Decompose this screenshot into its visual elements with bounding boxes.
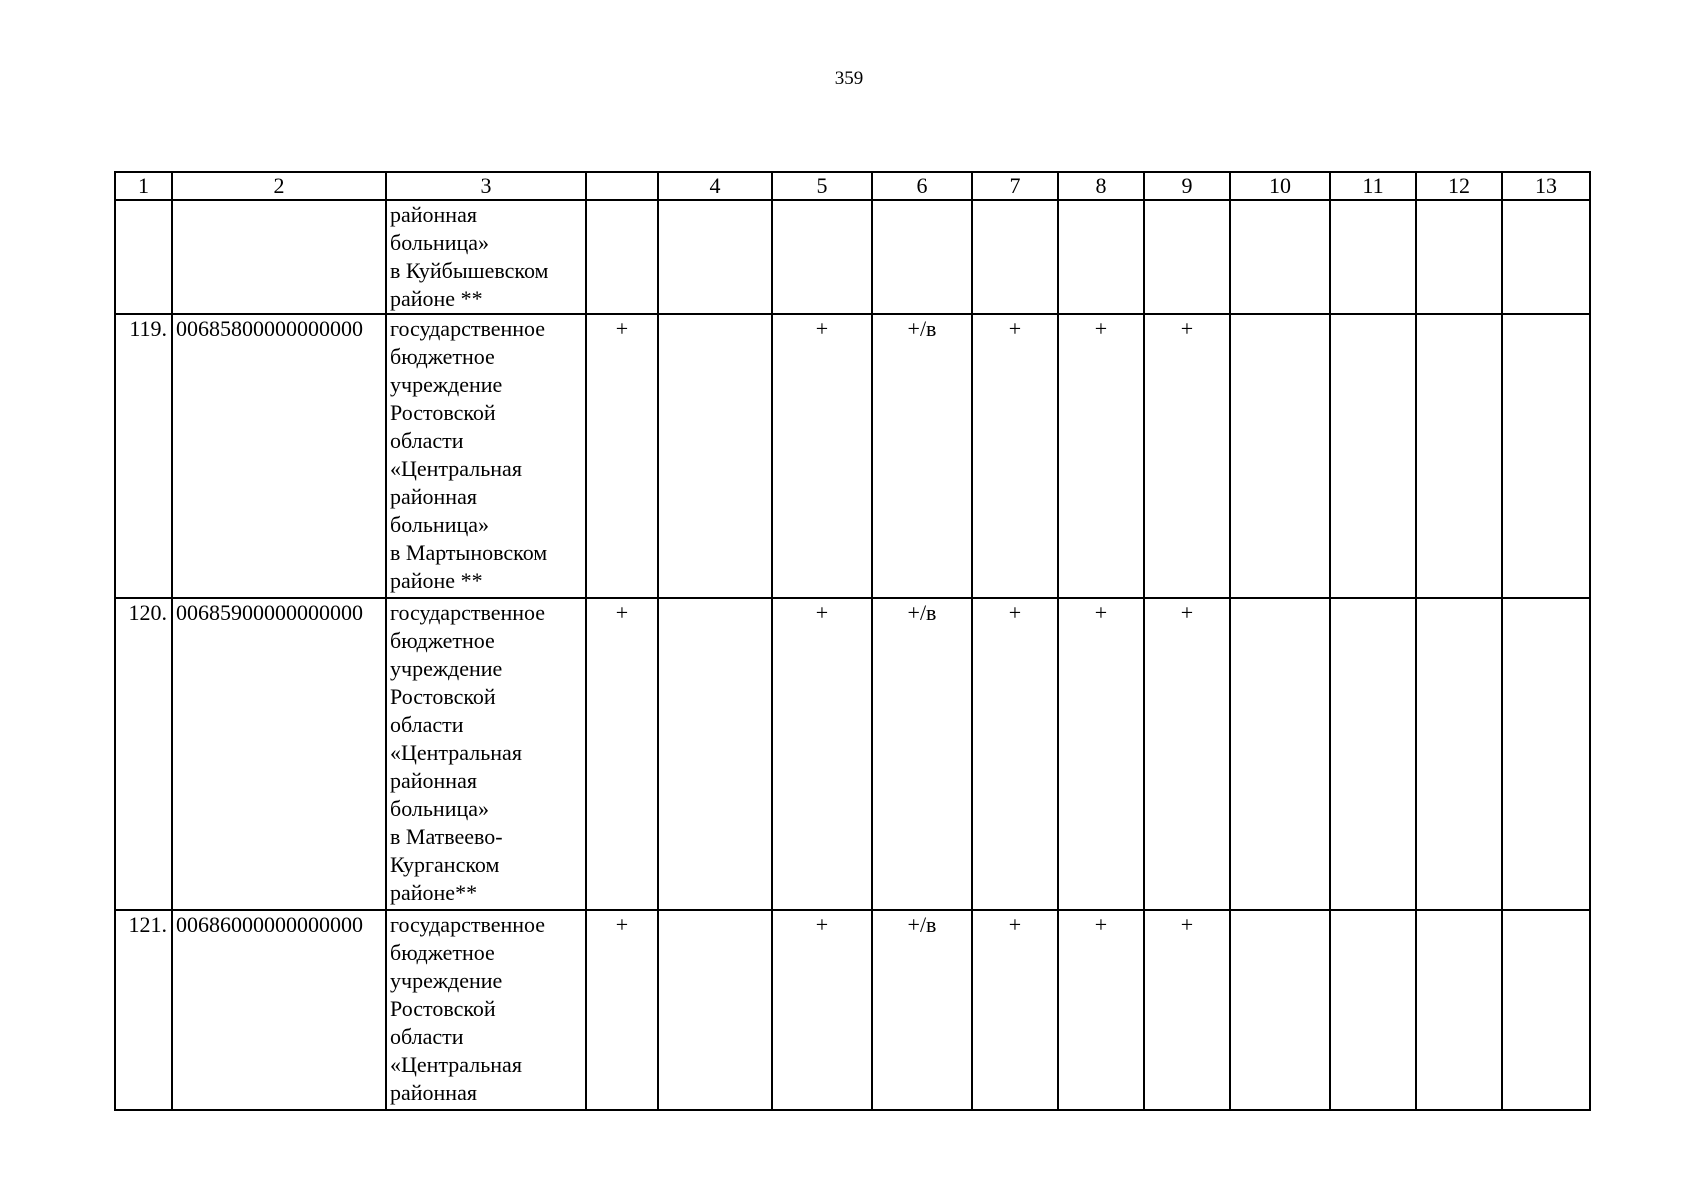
mark-cell [772,200,872,314]
organization-name-cell [386,910,586,1110]
row-number-cell: 121. [115,910,172,1110]
registry-code-cell: 00685800000000000 [172,314,386,598]
mark-cell: + [772,910,872,1110]
mark-cell: + [586,910,658,1110]
mark-cell [1416,910,1502,1110]
organization-name-line: районная [390,202,477,227]
registry-code-cell: 00685900000000000 [172,598,386,910]
mark-cell: + [586,598,658,910]
mark-cell: + [972,314,1058,598]
mark-cell [1330,314,1416,598]
organization-name-line: в Куйбышевском [390,258,549,283]
mark-cell [658,910,772,1110]
organization-name-line: больница» [390,796,489,821]
organization-name-line: учреждение [390,968,503,993]
organization-name-line: районе** [390,880,478,905]
organization-name-line: районе ** [390,286,483,311]
mark-cell: + [1144,910,1230,1110]
organization-name-line: Курганском [390,852,500,877]
mark-cell: +/в [872,598,972,910]
mark-cell: + [772,314,872,598]
mark-cell [1058,200,1144,314]
registry-code-cell [172,200,386,314]
table-row [115,314,1590,598]
organization-name-line: области [390,712,464,737]
organization-name-line: бюджетное [390,940,495,965]
organization-name-line: больница» [390,230,489,255]
mark-cell [658,200,772,314]
mark-cell [872,200,972,314]
organization-name-line: бюджетное [390,628,495,653]
facility-table [114,171,1591,1111]
mark-cell [1416,200,1502,314]
mark-cell [1230,314,1330,598]
row-number-cell: 120. [115,598,172,910]
organization-name-line: районная [390,768,477,793]
mark-cell [1144,200,1230,314]
mark-cell [1330,200,1416,314]
header-cell: 3 [386,172,586,200]
row-number-cell [115,200,172,314]
organization-name-cell [386,598,586,910]
mark-cell [1330,598,1416,910]
table-row [115,598,1590,910]
mark-cell [1502,200,1590,314]
organization-name-line: Ростовской [390,400,496,425]
table-row [115,910,1590,1110]
mark-cell: + [1144,598,1230,910]
mark-cell: +/в [872,910,972,1110]
organization-name-line: учреждение [390,372,503,397]
organization-name-line: больница» [390,512,489,537]
organization-name-line: в Матвеево- [390,824,503,849]
header-cell: 7 [972,172,1058,200]
registry-code-cell: 00686000000000000 [172,910,386,1110]
header-cell: 13 [1502,172,1590,200]
mark-cell [1230,200,1330,314]
header-cell: 4 [658,172,772,200]
header-cell: 5 [772,172,872,200]
mark-cell [658,598,772,910]
header-cell: 11 [1330,172,1416,200]
mark-cell [586,200,658,314]
organization-name-line: области [390,428,464,453]
table-row [115,200,1590,314]
organization-name-cell [386,314,586,598]
page-number: 359 [834,68,864,89]
organization-name-line: районная [390,1080,477,1105]
mark-cell [1330,910,1416,1110]
header-cell: 8 [1058,172,1144,200]
header-cell: 2 [172,172,386,200]
mark-cell [1230,910,1330,1110]
mark-cell: + [772,598,872,910]
mark-cell: + [1058,314,1144,598]
mark-cell [1502,910,1590,1110]
organization-name-line: «Центральная [390,456,522,481]
mark-cell [972,200,1058,314]
mark-cell: + [1144,314,1230,598]
header-cell: 1 [115,172,172,200]
mark-cell [1502,598,1590,910]
organization-name-line: районе ** [390,568,483,593]
mark-cell: + [586,314,658,598]
mark-cell [658,314,772,598]
mark-cell [1416,314,1502,598]
row-number-cell: 119. [115,314,172,598]
organization-name-line: в Мартыновском [390,540,548,565]
organization-name-line: области [390,1024,464,1049]
mark-cell: + [972,910,1058,1110]
mark-cell: + [1058,910,1144,1110]
organization-name-line: «Центральная [390,740,522,765]
mark-cell: +/в [872,314,972,598]
mark-cell: + [1058,598,1144,910]
organization-name-line: государственное [390,912,546,937]
organization-name-line: государственное [390,316,546,341]
organization-name-line: «Центральная [390,1052,522,1077]
header-cell: 6 [872,172,972,200]
mark-cell [1230,598,1330,910]
organization-name-line: Ростовской [390,996,496,1021]
mark-cell: + [972,598,1058,910]
header-cell [586,172,658,200]
header-cell: 12 [1416,172,1502,200]
mark-cell [1502,314,1590,598]
header-cell: 9 [1144,172,1230,200]
mark-cell [1416,598,1502,910]
organization-name-line: государственное [390,600,546,625]
organization-name-cell [386,200,586,314]
organization-name-line: бюджетное [390,344,495,369]
organization-name-line: районная [390,484,477,509]
column-number-header [115,172,1590,200]
organization-name-line: Ростовской [390,684,496,709]
organization-name-line: учреждение [390,656,503,681]
header-cell: 10 [1230,172,1330,200]
